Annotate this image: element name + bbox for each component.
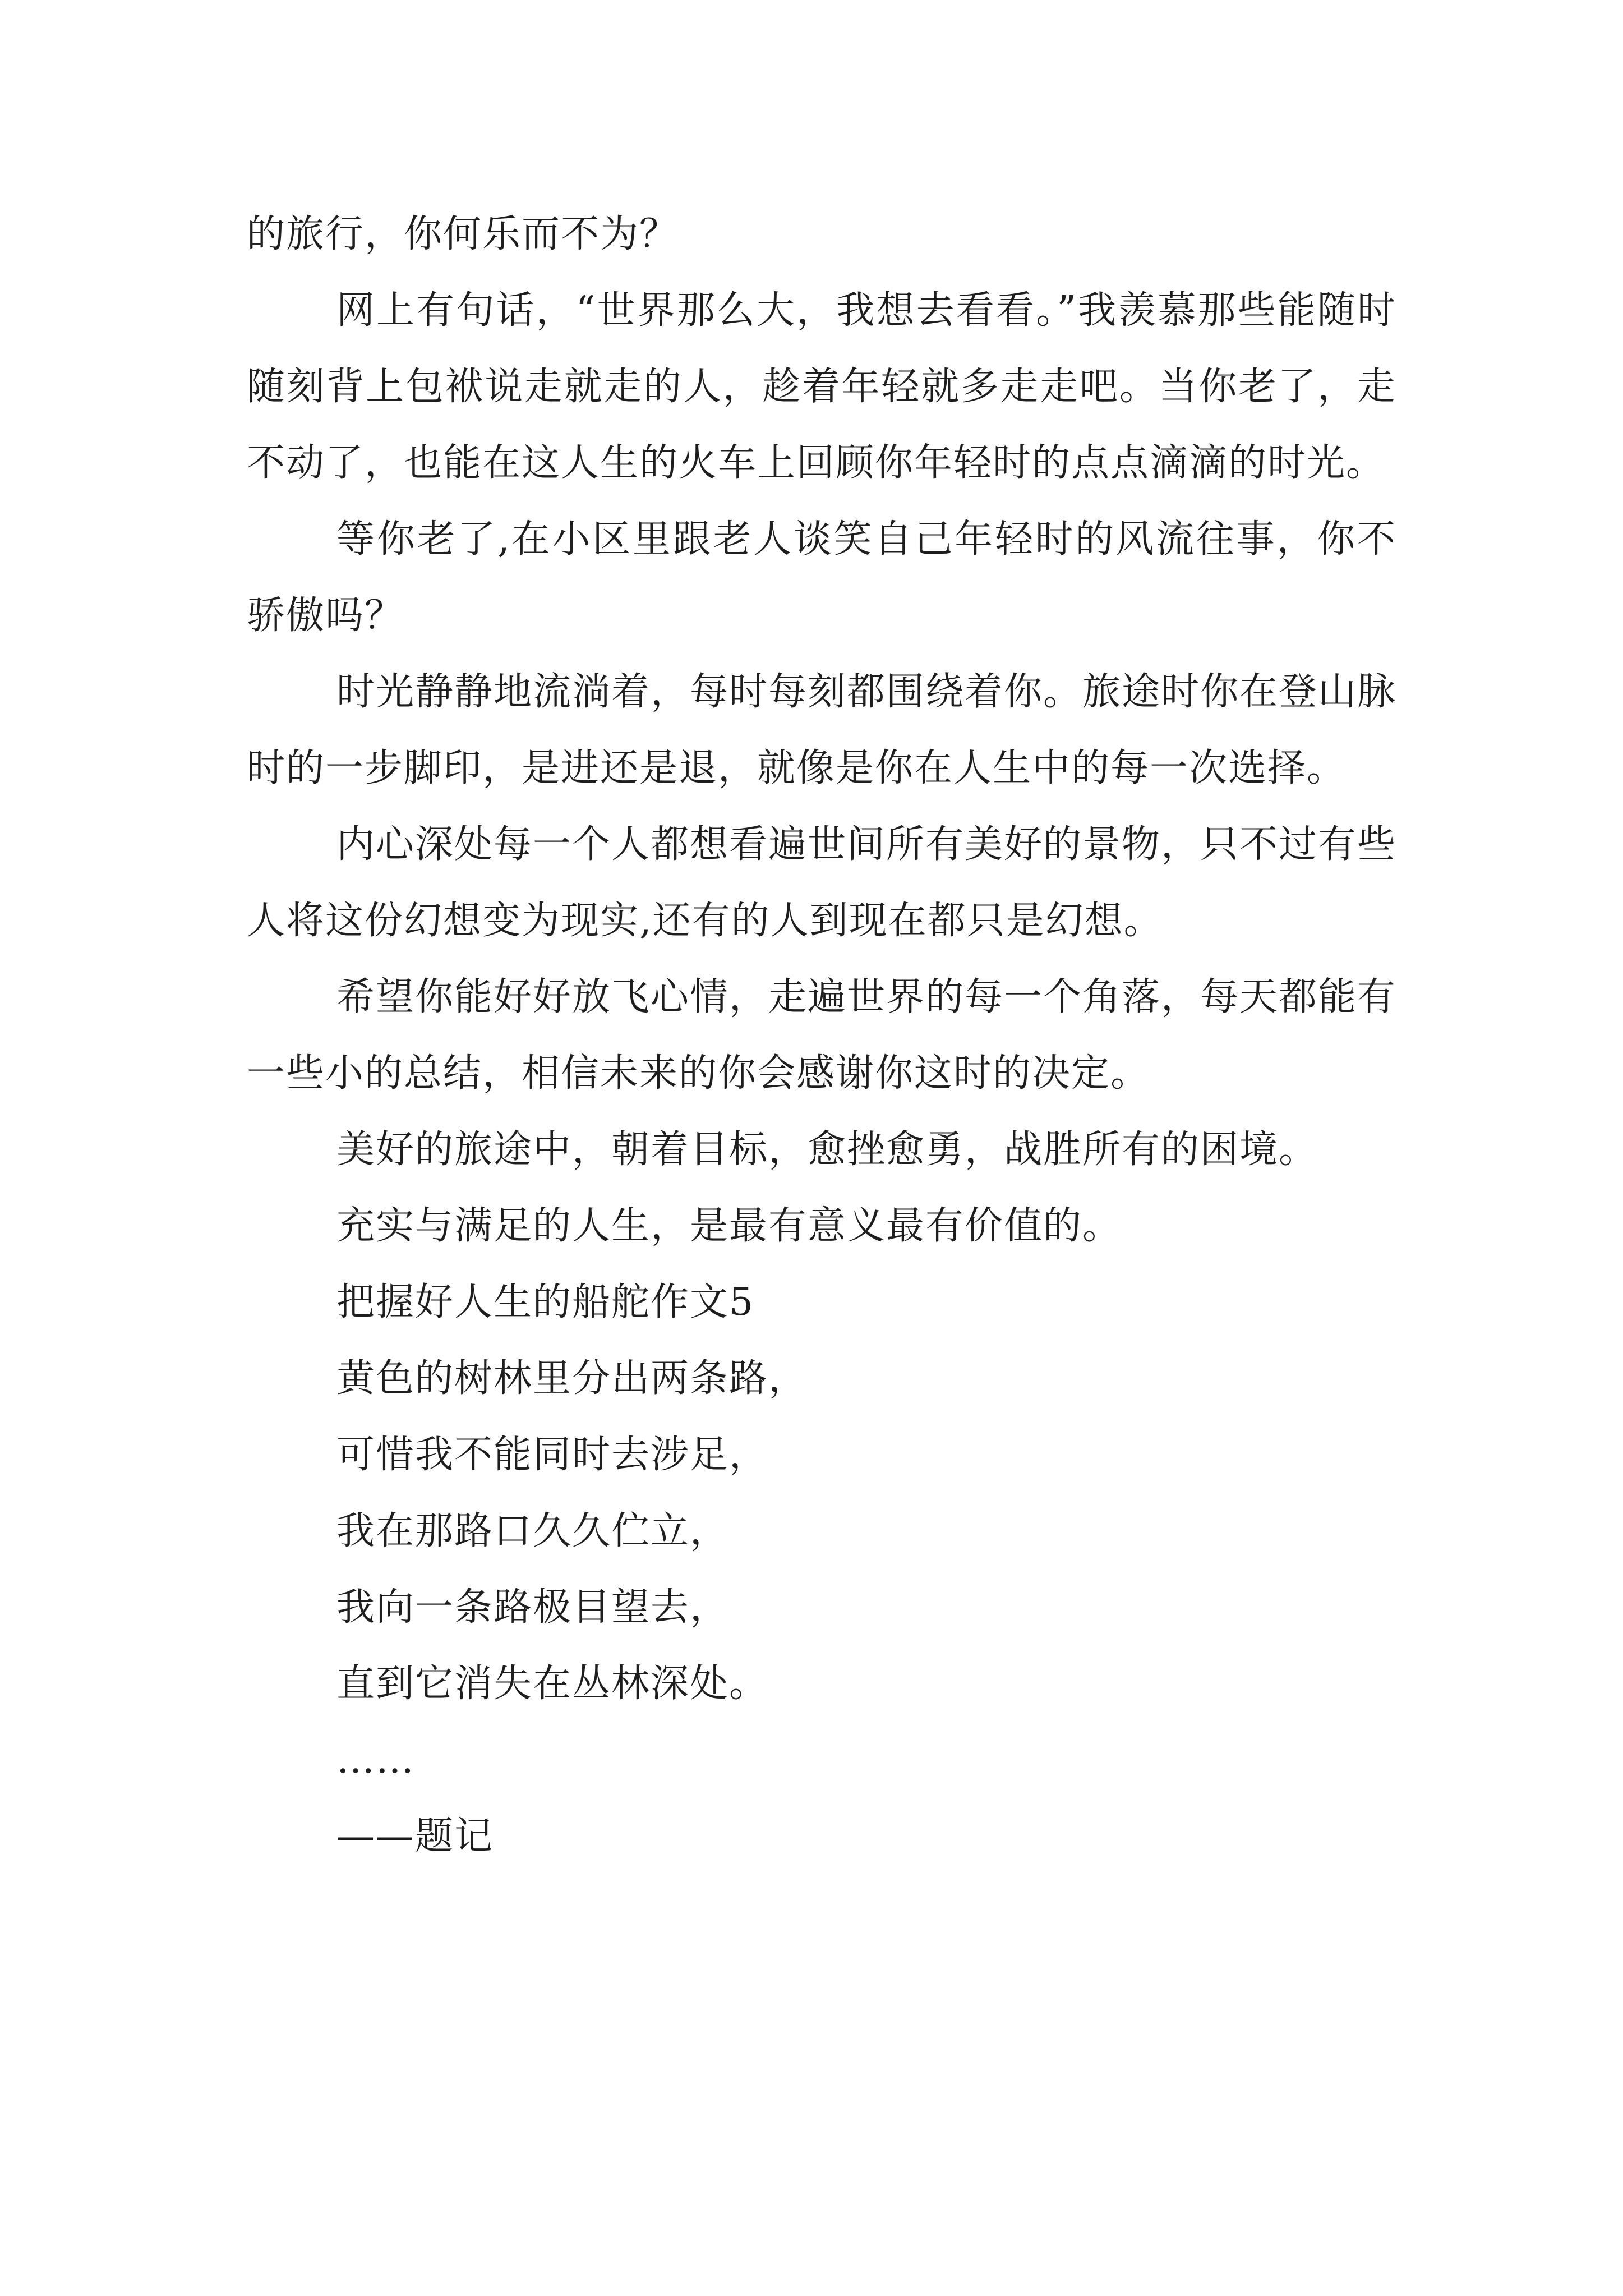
paragraph-6: 希望你能好好放飞心情，走遍世界的每一个角落，每天都能有一些小的总结，相信未来的你会感谢你这时的决定。 xyxy=(247,975,1397,1096)
document-body xyxy=(247,196,1396,1875)
paragraph-5: 内心深处每一个人都想看遍世间所有美好的景物，只不过有些人将这份幻想变为现实,还有的人到现在都只是幻想。 xyxy=(247,822,1397,943)
ellipsis: …… xyxy=(336,1738,415,1782)
paragraph-2: 网上有句话，“世界那么大，我想去看看。”我羡慕那些能随时随刻背上包袱说走就走的人，趁着年轻就多走走吧。当你老了，走不动了，也能在这人生的火车上回顾你年轻时的点点滴滴的时光。 xyxy=(247,288,1396,485)
paragraph-7: 美好的旅途中，朝着目标，愈挫愈勇，战胜所有的困境。 xyxy=(336,1128,1318,1172)
poem-line-2: 可惜我不能同时去涉足， xyxy=(336,1433,769,1477)
paragraph-8: 充实与满足的人生，是最有意义最有价值的。 xyxy=(336,1204,1122,1248)
essay-title: 把握好人生的船舵作文5 xyxy=(336,1280,755,1324)
paragraph-1: 的旅行，你何乐而不为？ xyxy=(247,212,679,256)
epigraph-attribution: ——题记 xyxy=(336,1814,494,1858)
poem-line-5: 直到它消失在丛林深处。 xyxy=(336,1662,769,1706)
poem-line-4: 我向一条路极目望去， xyxy=(336,1585,730,1630)
poem-line-1: 黄色的树林里分出两条路， xyxy=(336,1356,808,1401)
paragraph-4: 时光静静地流淌着，每时每刻都围绕着你。旅途时你在登山脉时的一步脚印，是进还是退，就像是你在人生中的每一次选择。 xyxy=(247,670,1397,790)
poem-line-3: 我在那路口久久伫立， xyxy=(336,1509,730,1553)
paragraph-3: 等你老了,在小区里跟老人谈笑自己年轻时的风流往事，你不骄傲吗？ xyxy=(247,517,1396,638)
